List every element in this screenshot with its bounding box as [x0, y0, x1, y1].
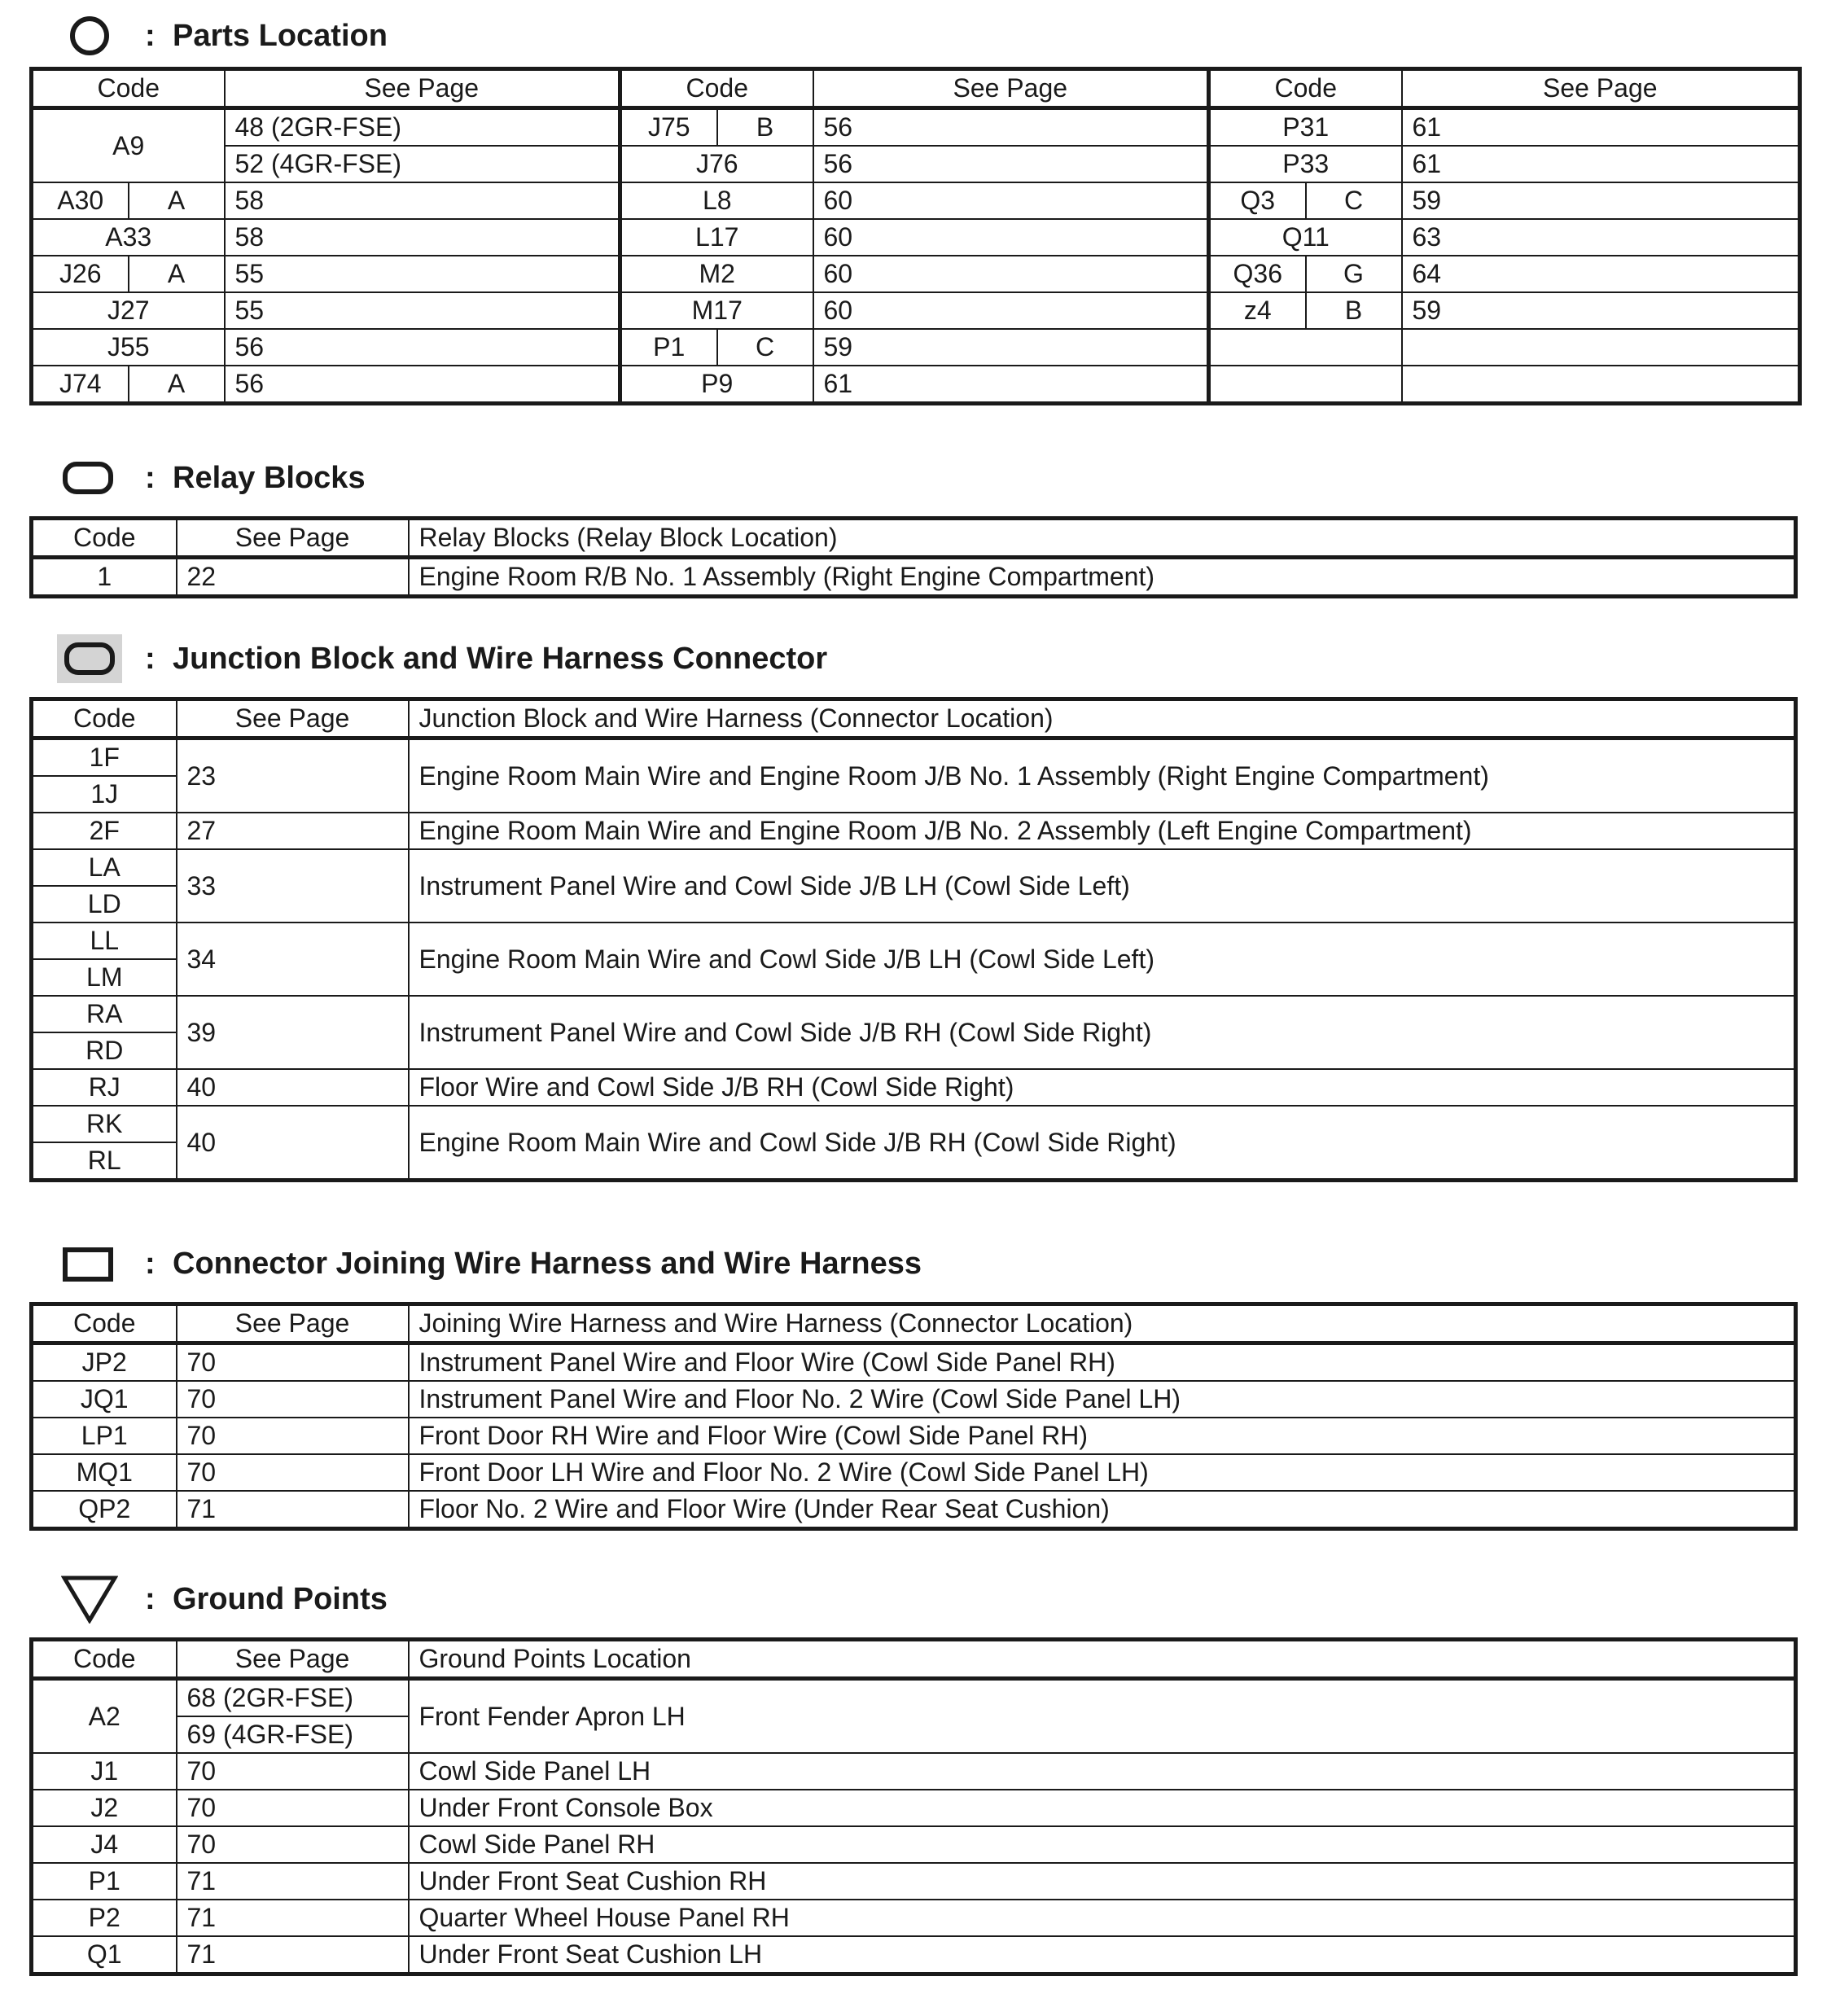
- page-cell: 39: [177, 996, 409, 1069]
- header-code: Code: [32, 69, 225, 108]
- page-cell: 59: [1402, 182, 1800, 219]
- header-location: Relay Blocks (Relay Block Location): [409, 519, 1796, 558]
- location-cell: Cowl Side Panel RH: [409, 1826, 1796, 1863]
- location-cell: Front Door LH Wire and Floor No. 2 Wire (Cowl Side Panel LH): [409, 1454, 1796, 1491]
- code-cell: JQ1: [32, 1381, 177, 1418]
- header-code: Code: [32, 519, 177, 558]
- code-cell: A9: [32, 108, 225, 183]
- header-code: Code: [32, 1640, 177, 1679]
- page-cell: 63: [1402, 219, 1800, 256]
- page-cell: 70: [177, 1418, 409, 1454]
- table-row: [32, 1454, 1796, 1491]
- code-cell: P31: [1209, 108, 1402, 147]
- location-cell: Under Front Console Box: [409, 1790, 1796, 1826]
- table-row: [32, 849, 1796, 886]
- page-cell: 71: [177, 1936, 409, 1974]
- table-row: [32, 146, 1800, 182]
- code-cell: A30: [32, 182, 129, 219]
- header-location: Joining Wire Harness and Wire Harness (Connector Location): [409, 1304, 1796, 1343]
- table-row: [32, 108, 1800, 147]
- rectangle-icon: [57, 1239, 122, 1288]
- code-cell: J74: [32, 366, 129, 404]
- page-cell: 60: [813, 219, 1209, 256]
- code-cell: QP2: [32, 1491, 177, 1529]
- empty-cell: [1402, 329, 1800, 366]
- table-row: [32, 1753, 1796, 1790]
- page-cell: 59: [1402, 292, 1800, 329]
- header-see-page: See Page: [177, 519, 409, 558]
- sub-code-cell: A: [129, 256, 225, 292]
- header-code: Code: [32, 699, 177, 738]
- code-cell: J26: [32, 256, 129, 292]
- header-code: Code: [620, 69, 813, 108]
- code-cell: J75: [620, 108, 717, 147]
- code-cell: RL: [32, 1142, 177, 1181]
- page-cell: 60: [813, 256, 1209, 292]
- table-row: [32, 738, 1796, 777]
- code-cell: Q1: [32, 1936, 177, 1974]
- parts-location-heading: [57, 11, 388, 60]
- page-cell: 69 (4GR-FSE): [177, 1716, 409, 1753]
- page-cell: 55: [225, 256, 620, 292]
- code-cell: P1: [620, 329, 717, 366]
- location-cell: Front Door RH Wire and Floor Wire (Cowl Side Panel RH): [409, 1418, 1796, 1454]
- code-cell: 1: [32, 558, 177, 597]
- page-cell: 40: [177, 1106, 409, 1181]
- page-cell: 61: [1402, 108, 1800, 147]
- table-row: [32, 1106, 1796, 1142]
- shaded-rounded-rectangle-icon: [57, 634, 122, 683]
- sub-code-cell: C: [717, 329, 813, 366]
- heading-colon: :: [145, 1246, 156, 1281]
- location-cell: Engine Room Main Wire and Engine Room J/B No. 1 Assembly (Right Engine Compartment): [409, 738, 1796, 813]
- location-cell: Front Fender Apron LH: [409, 1679, 1796, 1754]
- empty-cell: [1209, 366, 1402, 404]
- page-cell: 34: [177, 923, 409, 996]
- heading-colon: :: [145, 460, 156, 495]
- sub-code-cell: A: [129, 366, 225, 404]
- junction-block-heading: [57, 634, 827, 683]
- triangle-down-icon: [57, 1575, 122, 1624]
- page-cell: 71: [177, 1900, 409, 1936]
- code-cell: LA: [32, 849, 177, 886]
- page-cell: 61: [1402, 146, 1800, 182]
- code-cell: RJ: [32, 1069, 177, 1106]
- page-cell: 56: [813, 108, 1209, 147]
- table-row: [32, 329, 1800, 366]
- ground-points-heading: [57, 1575, 388, 1624]
- page-cell: 27: [177, 813, 409, 849]
- header-see-page: See Page: [1402, 69, 1800, 108]
- code-cell: LM: [32, 959, 177, 996]
- heading-colon: :: [145, 18, 156, 53]
- header-row: [32, 69, 1800, 108]
- location-cell: Engine Room Main Wire and Engine Room J/B No. 2 Assembly (Left Engine Compartment): [409, 813, 1796, 849]
- header-row: [32, 699, 1796, 738]
- junction-block-table: [29, 697, 1798, 1182]
- header-see-page: See Page: [177, 1640, 409, 1679]
- page-cell: 60: [813, 182, 1209, 219]
- page-cell: 56: [225, 366, 620, 404]
- code-cell: P2: [32, 1900, 177, 1936]
- sub-code-cell: C: [1306, 182, 1402, 219]
- table-row: [32, 1491, 1796, 1529]
- code-cell: MQ1: [32, 1454, 177, 1491]
- location-cell: Engine Room R/B No. 1 Assembly (Right Engine Compartment): [409, 558, 1796, 597]
- code-cell: P33: [1209, 146, 1402, 182]
- code-cell: RA: [32, 996, 177, 1032]
- relay-blocks-table: [29, 516, 1798, 598]
- location-cell: Instrument Panel Wire and Cowl Side J/B RH (Cowl Side Right): [409, 996, 1796, 1069]
- empty-cell: [1209, 329, 1402, 366]
- code-cell: A2: [32, 1679, 177, 1754]
- empty-cell: [1402, 366, 1800, 404]
- ground-points-table: [29, 1637, 1798, 1976]
- code-cell: RK: [32, 1106, 177, 1142]
- table-row: [32, 182, 1800, 219]
- code-cell: LD: [32, 886, 177, 923]
- rounded-rectangle-icon: [57, 454, 122, 502]
- table-row: [32, 923, 1796, 959]
- page-cell: 70: [177, 1826, 409, 1863]
- code-cell: M17: [620, 292, 813, 329]
- section-title: Junction Block and Wire Harness Connector: [173, 641, 828, 676]
- section-title: Ground Points: [173, 1581, 388, 1616]
- page-cell: 56: [813, 146, 1209, 182]
- table-row: [32, 1679, 1796, 1717]
- header-see-page: See Page: [177, 1304, 409, 1343]
- page-cell: 33: [177, 849, 409, 923]
- page-cell: 70: [177, 1381, 409, 1418]
- sub-code-cell: A: [129, 182, 225, 219]
- page-cell: 61: [813, 366, 1209, 404]
- page-cell: 59: [813, 329, 1209, 366]
- header-row: [32, 1640, 1796, 1679]
- location-cell: Engine Room Main Wire and Cowl Side J/B LH (Cowl Side Left): [409, 923, 1796, 996]
- location-cell: Under Front Seat Cushion LH: [409, 1936, 1796, 1974]
- header-see-page: See Page: [177, 699, 409, 738]
- page-cell: 70: [177, 1454, 409, 1491]
- page-cell: 56: [225, 329, 620, 366]
- page-cell: 71: [177, 1863, 409, 1900]
- code-cell: P1: [32, 1863, 177, 1900]
- page-cell: 48 (2GR-FSE): [225, 108, 620, 147]
- circle-icon: [57, 11, 122, 60]
- header-code: Code: [32, 1304, 177, 1343]
- parts-location-table: [29, 67, 1802, 405]
- code-cell: J2: [32, 1790, 177, 1826]
- location-cell: Quarter Wheel House Panel RH: [409, 1900, 1796, 1936]
- table-row: [32, 1900, 1796, 1936]
- header-code: Code: [1209, 69, 1402, 108]
- header-location: Ground Points Location: [409, 1640, 1796, 1679]
- location-cell: Engine Room Main Wire and Cowl Side J/B RH (Cowl Side Right): [409, 1106, 1796, 1181]
- code-cell: 1J: [32, 776, 177, 813]
- location-cell: Floor Wire and Cowl Side J/B RH (Cowl Side Right): [409, 1069, 1796, 1106]
- code-cell: J27: [32, 292, 225, 329]
- code-cell: L8: [620, 182, 813, 219]
- code-cell: P9: [620, 366, 813, 404]
- table-row: [32, 1936, 1796, 1974]
- table-row: [32, 813, 1796, 849]
- page-cell: 68 (2GR-FSE): [177, 1679, 409, 1717]
- code-cell: 1F: [32, 738, 177, 777]
- page-cell: 58: [225, 219, 620, 256]
- location-cell: Instrument Panel Wire and Floor No. 2 Wire (Cowl Side Panel LH): [409, 1381, 1796, 1418]
- code-cell: J4: [32, 1826, 177, 1863]
- page-cell: 70: [177, 1753, 409, 1790]
- code-cell: J76: [620, 146, 813, 182]
- heading-colon: :: [145, 1581, 156, 1616]
- code-cell: Q3: [1209, 182, 1306, 219]
- code-cell: J1: [32, 1753, 177, 1790]
- header-see-page: See Page: [813, 69, 1209, 108]
- heading-colon: :: [145, 641, 156, 676]
- table-row: [32, 256, 1800, 292]
- header-see-page: See Page: [225, 69, 620, 108]
- location-cell: Under Front Seat Cushion RH: [409, 1863, 1796, 1900]
- page-cell: 55: [225, 292, 620, 329]
- page-cell: 40: [177, 1069, 409, 1106]
- sub-code-cell: B: [1306, 292, 1402, 329]
- code-cell: J55: [32, 329, 225, 366]
- section-title: Parts Location: [173, 18, 388, 53]
- header-row: [32, 1304, 1796, 1343]
- code-cell: A33: [32, 219, 225, 256]
- table-row: [32, 219, 1800, 256]
- page-cell: 64: [1402, 256, 1800, 292]
- code-cell: 2F: [32, 813, 177, 849]
- table-row: [32, 1381, 1796, 1418]
- code-cell: RD: [32, 1032, 177, 1069]
- relay-blocks-heading: [57, 454, 366, 502]
- page-cell: 23: [177, 738, 409, 813]
- table-row: [32, 1863, 1796, 1900]
- page-cell: 60: [813, 292, 1209, 329]
- location-cell: Floor No. 2 Wire and Floor Wire (Under Rear Seat Cushion): [409, 1491, 1796, 1529]
- table-row: [32, 366, 1800, 404]
- code-cell: LL: [32, 923, 177, 959]
- page-cell: 52 (4GR-FSE): [225, 146, 620, 182]
- code-cell: Q36: [1209, 256, 1306, 292]
- table-row: [32, 1418, 1796, 1454]
- sub-code-cell: B: [717, 108, 813, 147]
- connector-table: [29, 1302, 1798, 1531]
- header-row: [32, 519, 1796, 558]
- code-cell: z4: [1209, 292, 1306, 329]
- code-cell: Q11: [1209, 219, 1402, 256]
- table-row: [32, 1069, 1796, 1106]
- table-row: [32, 1826, 1796, 1863]
- location-cell: Cowl Side Panel LH: [409, 1753, 1796, 1790]
- table-row: [32, 996, 1796, 1032]
- connector-heading: [57, 1239, 922, 1288]
- code-cell: LP1: [32, 1418, 177, 1454]
- section-title: Connector Joining Wire Harness and Wire Harness: [173, 1246, 922, 1281]
- location-cell: Instrument Panel Wire and Floor Wire (Cowl Side Panel RH): [409, 1343, 1796, 1382]
- table-row: [32, 292, 1800, 329]
- page-cell: 22: [177, 558, 409, 597]
- table-row: [32, 558, 1796, 597]
- sub-code-cell: G: [1306, 256, 1402, 292]
- page-cell: 58: [225, 182, 620, 219]
- table-row: [32, 1343, 1796, 1382]
- location-cell: Instrument Panel Wire and Cowl Side J/B LH (Cowl Side Left): [409, 849, 1796, 923]
- page-cell: 71: [177, 1491, 409, 1529]
- table-row: [32, 1790, 1796, 1826]
- code-cell: L17: [620, 219, 813, 256]
- section-title: Relay Blocks: [173, 460, 366, 495]
- header-location: Junction Block and Wire Harness (Connector Location): [409, 699, 1796, 738]
- page-cell: 70: [177, 1790, 409, 1826]
- page-cell: 70: [177, 1343, 409, 1382]
- code-cell: JP2: [32, 1343, 177, 1382]
- code-cell: M2: [620, 256, 813, 292]
